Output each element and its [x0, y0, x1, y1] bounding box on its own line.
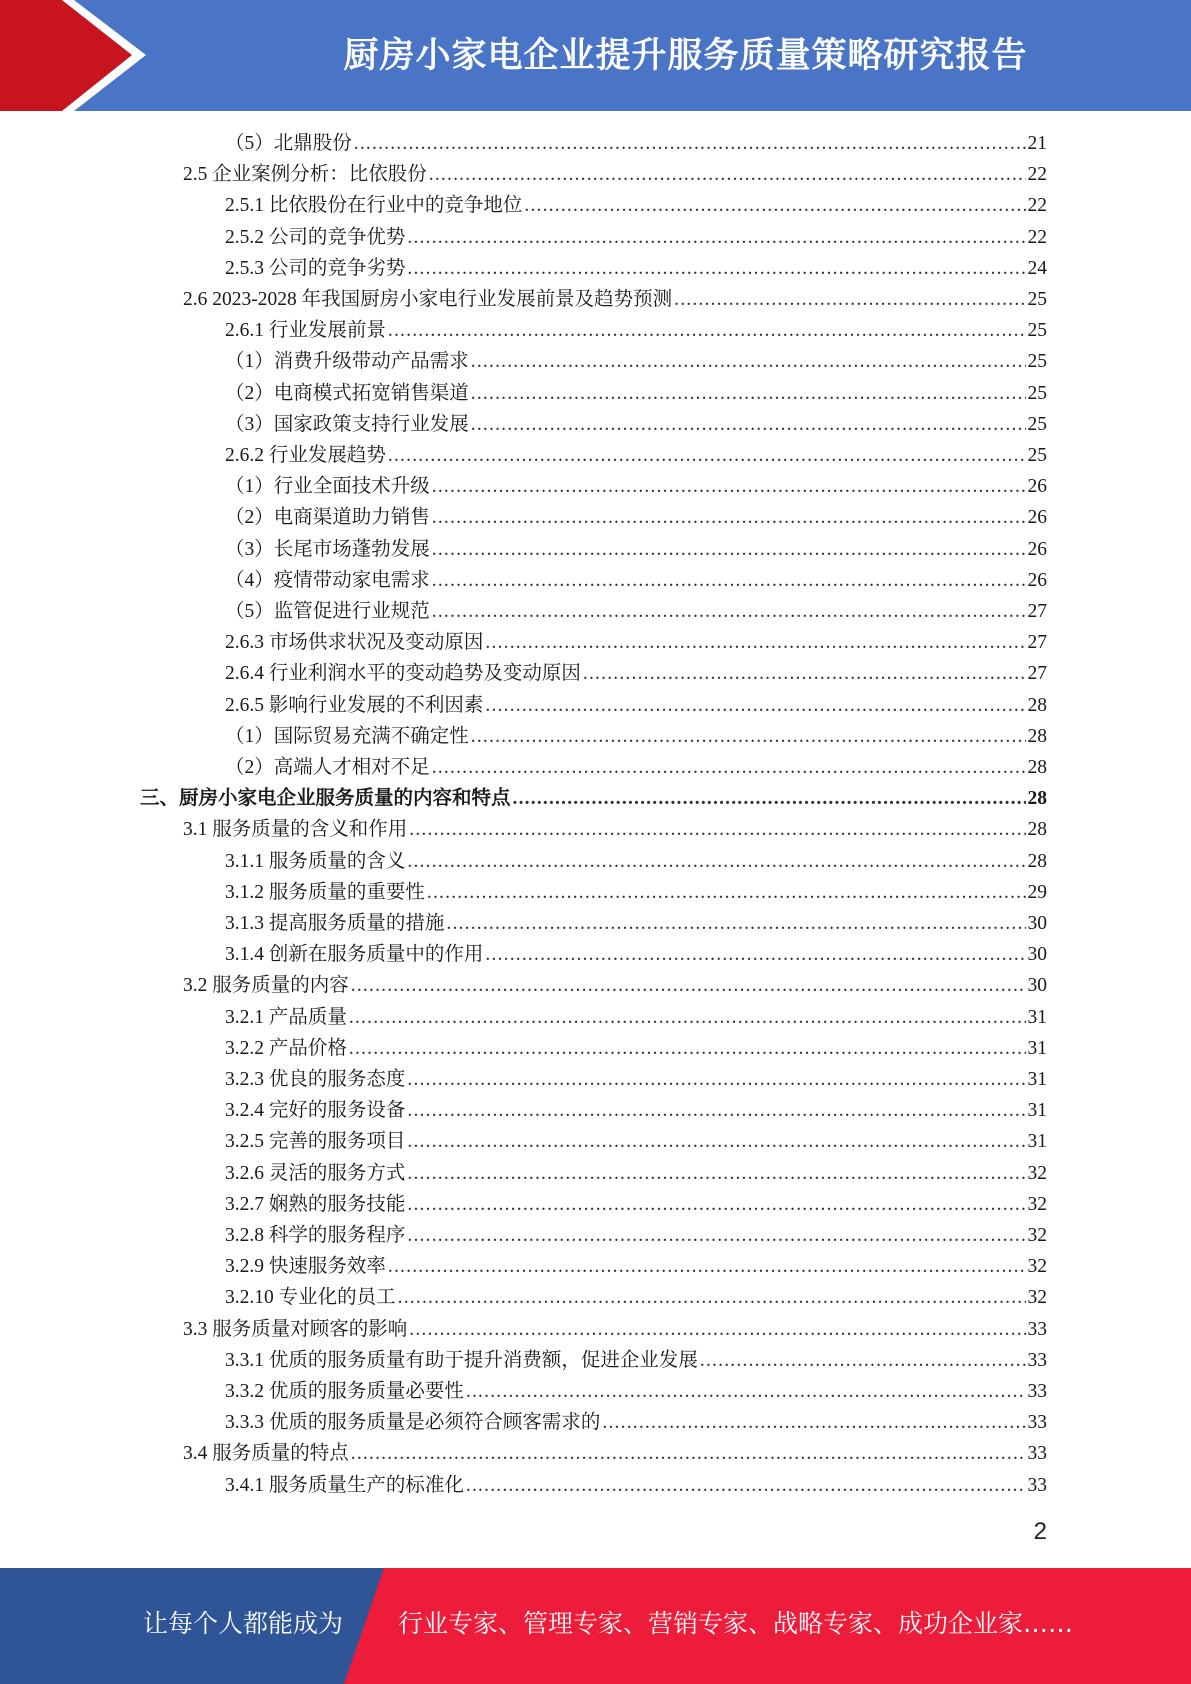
- toc-dot-leader: [485, 939, 1025, 970]
- toc-entry-title: 3.2.8 科学的服务程序: [225, 1225, 406, 1246]
- toc-entry[interactable]: [225, 752, 1047, 783]
- toc-entry[interactable]: [225, 1407, 1047, 1438]
- toc-dot-leader: [471, 409, 1026, 440]
- toc-dot-leader: [471, 346, 1026, 377]
- toc-entry-page: 30: [1027, 913, 1047, 934]
- toc-entry-page: 25: [1027, 445, 1047, 466]
- toc-entry-page: 31: [1027, 1006, 1047, 1028]
- toc-entry-title: （5）监管促进行业规范: [225, 601, 430, 622]
- toc-entry-page: 33: [1027, 1318, 1047, 1340]
- toc-entry-page: 28: [1027, 850, 1047, 872]
- toc-entry-page: 28: [1027, 819, 1047, 841]
- toc-entry-page: 31: [1027, 1131, 1047, 1153]
- toc-dot-leader: [407, 1126, 1025, 1157]
- toc-entry[interactable]: [225, 1282, 1047, 1313]
- toc-dot-leader: [583, 658, 1026, 689]
- toc-entry-title: 3.2.10 专业化的员工: [225, 1287, 396, 1309]
- toc-dot-leader: [432, 752, 1026, 783]
- toc-dot-leader: [351, 1438, 1026, 1469]
- toc-dot-leader: [432, 534, 1026, 565]
- toc-entry-page: 33: [1027, 1412, 1047, 1434]
- toc-entry-page: 26: [1027, 507, 1047, 529]
- toc-entry[interactable]: [225, 846, 1047, 877]
- toc-dot-leader: [429, 159, 1026, 190]
- toc-entry-page: 33: [1027, 1474, 1047, 1496]
- toc-entry-title: 3.1.3 提高服务质量的措施: [225, 913, 445, 934]
- toc-entry[interactable]: [225, 939, 1047, 970]
- toc-entry-title: 3.1.1 服务质量的含义: [225, 850, 406, 872]
- toc-entry[interactable]: [225, 1251, 1047, 1282]
- toc-entry-page: 32: [1027, 1256, 1047, 1278]
- toc-entry[interactable]: [225, 1064, 1047, 1095]
- toc-dot-leader: [471, 721, 1026, 752]
- toc-entry-page: 26: [1027, 538, 1047, 560]
- toc-entry-title: 3.2.3 优良的服务态度: [225, 1069, 406, 1090]
- toc-dot-leader: [602, 1407, 1025, 1438]
- toc-dot-leader: [354, 128, 1026, 159]
- toc-entry[interactable]: [183, 814, 1047, 845]
- toc-entry-title: 3.4.1 服务质量生产的标准化: [225, 1474, 464, 1496]
- toc-entry[interactable]: [225, 253, 1047, 284]
- toc-entry-title: 2.5.1 比依股份在行业中的竞争地位: [225, 195, 523, 217]
- toc-entry-page: 26: [1027, 569, 1047, 591]
- toc-entry-page: 25: [1027, 351, 1047, 373]
- toc-dot-leader: [407, 253, 1025, 284]
- toc-dot-leader: [674, 284, 1025, 315]
- toc-dot-leader: [427, 877, 1026, 908]
- toc-dot-leader: [407, 1220, 1025, 1251]
- toc-dot-leader: [432, 565, 1026, 596]
- toc-entry[interactable]: [183, 970, 1047, 1001]
- toc-entry-page: 22: [1027, 226, 1047, 248]
- toc-entry[interactable]: [225, 877, 1047, 908]
- toc-entry[interactable]: [225, 222, 1047, 253]
- toc-entry-title: 3.2.2 产品价格: [225, 1037, 347, 1059]
- toc-entry[interactable]: [225, 1002, 1047, 1033]
- toc-dot-leader: [407, 846, 1025, 877]
- toc-entry-title: 2.6.2 行业发展趋势: [225, 445, 386, 466]
- toc-entry-title: 3.2 服务质量的内容: [183, 975, 349, 997]
- toc-entry[interactable]: [225, 190, 1047, 221]
- toc-entry-title: 2.6.5 影响行业发展的不利因素: [225, 694, 484, 716]
- toc-entry[interactable]: [225, 1376, 1047, 1407]
- toc-entry-title: 3.4 服务质量的特点: [183, 1443, 349, 1465]
- toc-entry-page: 27: [1027, 663, 1047, 685]
- toc-entry-page: 29: [1027, 881, 1047, 903]
- toc-entry-title: 三、厨房小家电企业服务质量的内容和特点: [140, 788, 511, 810]
- toc-entry[interactable]: [225, 128, 1047, 159]
- toc-entry[interactable]: [225, 378, 1047, 409]
- toc-entry-page: 22: [1027, 195, 1047, 217]
- toc-dot-leader: [388, 315, 1026, 346]
- toc-entry-title: 3.2.7 娴熟的服务技能: [225, 1193, 406, 1215]
- toc-entry-page: 32: [1027, 1225, 1047, 1246]
- toc-entry[interactable]: [225, 1189, 1047, 1220]
- toc-dot-leader: [466, 1376, 1026, 1407]
- toc-entry[interactable]: [183, 284, 1047, 315]
- toc-entry-page: 25: [1027, 382, 1047, 404]
- toc-entry-page: 27: [1027, 632, 1047, 654]
- toc-entry-title: 3.1.4 创新在服务质量中的作用: [225, 944, 484, 966]
- toc-entry-page: 30: [1027, 975, 1047, 997]
- toc-entry-title: 3.3.3 优质的服务质量是必须符合顾客需求的: [225, 1412, 601, 1434]
- toc-entry[interactable]: [183, 159, 1047, 190]
- toc-entry-title: 2.5 企业案例分析：比依股份: [183, 164, 427, 186]
- toc-entry[interactable]: [183, 1438, 1047, 1469]
- toc-dot-leader: [524, 190, 1025, 221]
- toc-entry-page: 32: [1027, 1162, 1047, 1184]
- toc-entry-title: 3.1.2 服务质量的重要性: [225, 881, 425, 903]
- toc-entry-title: 3.3.1 优质的服务质量有助于提升消费额，促进企业发展: [225, 1349, 698, 1371]
- toc-entry-title: （3）国家政策支持行业发展: [225, 413, 469, 435]
- footer-slogan: 让每个人都能成为: [143, 1609, 344, 1638]
- toc-entry-title: 2.6 2023-2028 年我国厨房小家电行业发展前景及趋势预测: [183, 289, 673, 310]
- toc-entry[interactable]: [225, 908, 1047, 939]
- toc-dot-leader: [407, 222, 1025, 253]
- toc-entry-page: 33: [1027, 1443, 1047, 1465]
- toc-entry-page: 25: [1027, 413, 1047, 435]
- toc-entry[interactable]: [225, 1220, 1047, 1251]
- toc-entry-page: 21: [1027, 133, 1047, 154]
- toc-entry[interactable]: [225, 534, 1047, 565]
- toc-entry[interactable]: [225, 315, 1047, 346]
- toc-dot-leader: [407, 1158, 1025, 1189]
- toc-entry-title: （2）电商渠道助力销售: [225, 507, 430, 529]
- toc-entry-title: 3.2.9 快速服务效率: [225, 1256, 386, 1278]
- toc-entry[interactable]: [225, 409, 1047, 440]
- toc-entry-title: 3.2.1 产品质量: [225, 1006, 347, 1028]
- toc-entry[interactable]: [225, 596, 1047, 627]
- toc-entry[interactable]: [225, 690, 1047, 721]
- toc-entry-title: 2.5.3 公司的竞争劣势: [225, 257, 406, 279]
- toc-entry[interactable]: [140, 783, 1047, 814]
- toc-dot-leader: [388, 1251, 1026, 1282]
- toc-entry[interactable]: [225, 1033, 1047, 1064]
- toc-dot-leader: [349, 1033, 1026, 1064]
- toc-entry-title: 3.2.5 完善的服务项目: [225, 1131, 406, 1153]
- toc-entry-title: 3.3.2 优质的服务质量必要性: [225, 1381, 464, 1402]
- toc-entry-title: （4）疫情带动家电需求: [225, 569, 430, 591]
- toc-dot-leader: [349, 1002, 1026, 1033]
- toc-entry-page: 28: [1027, 725, 1047, 747]
- toc-entry[interactable]: [225, 502, 1047, 533]
- toc-dot-leader: [485, 690, 1025, 721]
- toc-dot-leader: [407, 1095, 1025, 1126]
- toc-entry-title: 2.6.4 行业利润水平的变动趋势及变动原因: [225, 663, 581, 685]
- toc-entry-page: 30: [1027, 944, 1047, 966]
- toc-dot-leader: [432, 596, 1026, 627]
- toc-entry[interactable]: [225, 627, 1047, 658]
- toc-dot-leader: [409, 814, 1025, 845]
- toc-dot-leader: [432, 502, 1026, 533]
- toc-entry-page: 26: [1027, 476, 1047, 498]
- toc-entry-page: 33: [1027, 1349, 1047, 1371]
- toc-dot-leader: [409, 1314, 1025, 1345]
- toc-dot-leader: [471, 378, 1026, 409]
- toc-entry-page: 32: [1027, 1193, 1047, 1215]
- toc-entry-page: 25: [1027, 289, 1047, 310]
- toc-dot-leader: [432, 471, 1026, 502]
- toc-dot-leader: [407, 1189, 1025, 1220]
- toc-entry[interactable]: [225, 658, 1047, 689]
- toc-entry-title: 3.3 服务质量对顾客的影响: [183, 1318, 408, 1340]
- toc-dot-leader: [513, 783, 1026, 814]
- toc-entry-title: （1）消费升级带动产品需求: [225, 351, 469, 373]
- toc-entry[interactable]: [183, 1314, 1047, 1345]
- toc-entry[interactable]: [225, 440, 1047, 471]
- toc-entry-page: 33: [1027, 1381, 1047, 1402]
- toc-entry-title: 2.6.1 行业发展前景: [225, 320, 386, 342]
- toc-entry[interactable]: [225, 1126, 1047, 1157]
- toc-entry[interactable]: [225, 1470, 1047, 1501]
- toc-entry[interactable]: [225, 1345, 1047, 1376]
- toc-entry[interactable]: [225, 471, 1047, 502]
- toc-entry[interactable]: [225, 565, 1047, 596]
- toc-entry-title: 3.2.4 完好的服务设备: [225, 1100, 406, 1122]
- toc-entry-title: （1）行业全面技术升级: [225, 476, 430, 498]
- toc-entry-title: 3.2.6 灵活的服务方式: [225, 1162, 406, 1184]
- toc-entry[interactable]: [225, 1095, 1047, 1126]
- toc-dot-leader: [388, 440, 1026, 471]
- toc-entry-page: 22: [1027, 164, 1047, 186]
- toc-entry-page: 28: [1027, 757, 1047, 778]
- toc-entry[interactable]: [225, 721, 1047, 752]
- toc-entry-title: （3）长尾市场蓬勃发展: [225, 538, 430, 560]
- toc-entry-page: 32: [1027, 1287, 1047, 1309]
- toc-dot-leader: [466, 1470, 1026, 1501]
- toc-entry-page: 27: [1027, 601, 1047, 622]
- toc-dot-leader: [485, 627, 1025, 658]
- toc-dot-leader: [398, 1282, 1026, 1313]
- toc-entry-page: 28: [1027, 694, 1047, 716]
- toc-dot-leader: [446, 908, 1025, 939]
- toc-entry-title: （2）电商模式拓宽销售渠道: [225, 382, 469, 404]
- toc-entry-page: 31: [1027, 1069, 1047, 1090]
- toc-entry-page: 28: [1027, 788, 1047, 810]
- toc-entry-title: （5）北鼎股份: [225, 133, 352, 154]
- toc-entry-title: 2.5.2 公司的竞争优势: [225, 226, 406, 248]
- toc-entry-page: 25: [1027, 320, 1047, 342]
- toc-entry-title: （1）国际贸易充满不确定性: [225, 725, 469, 747]
- toc-entry-title: （2）高端人才相对不足: [225, 757, 430, 778]
- toc-entry-page: 31: [1027, 1037, 1047, 1059]
- toc-entry-page: 24: [1027, 257, 1047, 279]
- report-title: 厨房小家电企业提升服务质量策略研究报告: [343, 36, 1028, 76]
- toc-entry[interactable]: [225, 1158, 1047, 1189]
- toc-dot-leader: [700, 1345, 1026, 1376]
- page-footer: [0, 1568, 1191, 1684]
- toc-entry[interactable]: [225, 346, 1047, 377]
- chevron-arrow-icon: [0, 0, 160, 111]
- toc-dot-leader: [351, 970, 1026, 1001]
- footer-roles: 行业专家、管理专家、营销专家、战略专家、成功企业家……: [398, 1609, 1074, 1638]
- toc-entry-title: 2.6.3 市场供求状况及变动原因: [225, 632, 484, 654]
- page-header: [0, 0, 1191, 111]
- toc-dot-leader: [407, 1064, 1025, 1095]
- page-number: 2: [1033, 1518, 1047, 1545]
- toc-entry-page: 31: [1027, 1100, 1047, 1122]
- toc-entry-title: 3.1 服务质量的含义和作用: [183, 819, 408, 841]
